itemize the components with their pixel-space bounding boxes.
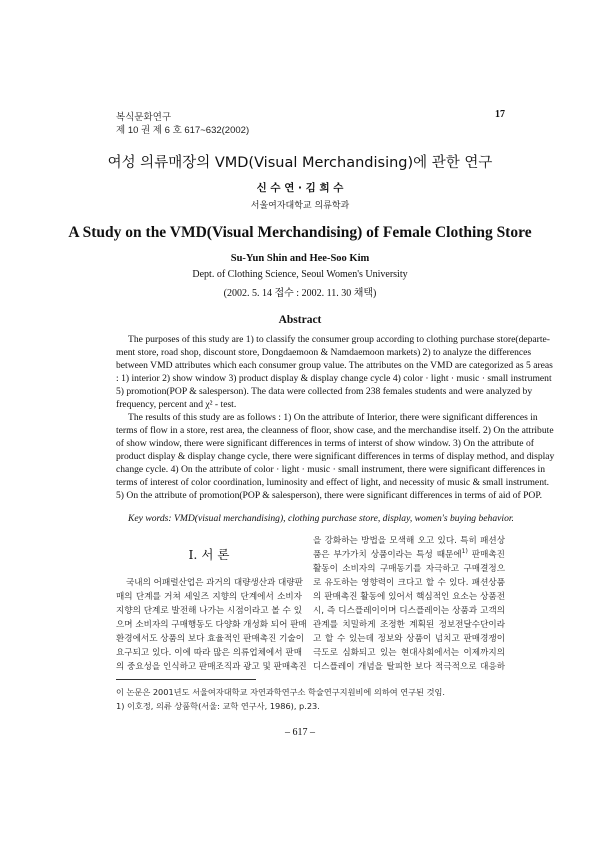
abstract-line: 5) On the attribute of promotion(POP & salesperson), there were significant differences in terms of aid of POP.: [116, 490, 543, 501]
body-line: 시, 즉 디스플레이이며 디스플레이는 상품과 고객의: [313, 606, 505, 616]
body-line: 을 강화하는 방법을 모색해 오고 있다. 특히 패션상: [313, 536, 505, 546]
abstract-line: : 1) interior 2) show window 3) product display & display change cycle 4) color · light · music · small instrument: [116, 373, 552, 384]
footnote-funding: 이 논문은 2001년도 서울여자대학교 자연과학연구소 학술연구지원비에 의하여 연구된 것임.: [116, 687, 445, 697]
body-line: 의 판매촉진 활동에 있어서 핵심적인 요소는 상품전: [313, 592, 505, 602]
body-line: 국내의 어패럴산업은 과거의 대량생산과 대량판: [126, 578, 303, 588]
body-line: 으며 소비자의 구매행동도 다양화 개성화 되어 판매: [116, 620, 307, 630]
body-line: 관계를 치밀하게 조정한 계획된 정보전달수단이라: [313, 620, 505, 630]
title-english: A Study on the VMD(Visual Merchandising) of Female Clothing Store: [68, 224, 532, 241]
footnote-1: 1) 이호정, 의류 상품학(서울: 교학 연구사, 1986), p.23.: [116, 701, 320, 711]
body-line: 의 중요성을 인식하고 판매조직과 광고 및 판매촉진: [116, 662, 307, 672]
body-line: 요구되고 있다. 이에 따라 많은 의류업체에서 판매: [116, 648, 302, 658]
abstract-line: product display & display change cycle, there were significant differences in terms of display method, and display: [116, 451, 555, 462]
keywords: Key words: VMD(visual merchandising), clothing purchase store, display, women's buying behavior.: [128, 513, 514, 524]
abstract-heading: Abstract: [278, 314, 322, 326]
abstract-line: 5) promotion(POP & salesperson). The data were collected from 238 females students and were analyzed by: [116, 386, 533, 397]
body-line: 활동이 소비자의 구매동기를 자극하고 구매결정으: [313, 564, 505, 574]
body-line: 로 유도하는 영향력이 크다고 할 수 있다. 패션상품: [313, 578, 505, 588]
abstract-line: terms of interest of color coordination, luminosity and effect of light, and necessity of music & small instrument.: [116, 477, 550, 488]
abstract-line: frequency, percent and χ² - test.: [116, 399, 237, 410]
abstract-line: of show window, there were significant differences in terms of interst of show window. 3) On the attribute of: [116, 438, 534, 449]
abstract-line: ment store, road shop, discount store, Dongdaemoon & Namdaemoon markets) 2) to analyze the differences: [116, 347, 532, 358]
body-text: 품은 부가가치 상품이라는 특성 때문에: [313, 550, 462, 560]
abstract-line: The results of this study are as follows : 1) On the attribute of Interior, there were significant differences in: [128, 412, 538, 423]
body-line: 환경에서도 상품의 보다 효율적인 판매촉진 기술이: [116, 634, 304, 644]
body-line: 극도로 심화되고 있는 현대사회에서는 이제까지의: [313, 648, 505, 658]
authors-korean: 신 수 연 · 김 희 수: [256, 182, 344, 194]
abstract-line: terms of flow in a store, rest area, the cleanness of floor, show case, and the merchandise itself. 2) On the attribute: [116, 425, 554, 436]
abstract-line: between VMD attributes which each consumer group value. The attributes on the VMD are categorized as 5 areas: [116, 360, 553, 371]
body-line: 고 할 수 있는데 정보와 상품이 넘치고 판매경쟁이: [313, 634, 505, 644]
page-number: – 617 –: [285, 727, 315, 738]
body-line: 지향의 단계로 발전해 나가는 시점이라고 볼 수 있: [116, 606, 302, 616]
journal-volume: 제 10 권 제 6 호 617~632(2002): [116, 125, 250, 136]
footnote-ref[interactable]: 1): [461, 548, 468, 556]
received-accepted-dates: (2002. 5. 14 접수 : 2002. 11. 30 채택): [223, 288, 377, 299]
abstract-line: The purposes of this study are 1) to classify the consumer group according to clothing purchase store(departe-: [128, 334, 550, 345]
footnote-divider: [116, 679, 256, 680]
body-text: 판매촉진: [467, 550, 505, 560]
page-number-top: 17: [495, 109, 505, 120]
section-heading-introduction: Ⅰ. 서 론: [188, 547, 230, 562]
body-line: [313, 548, 505, 560]
authors-english: Su-Yun Shin and Hee-Soo Kim: [230, 253, 370, 264]
journal-name: 복식문화연구: [116, 112, 172, 123]
affiliation-english: Dept. of Clothing Science, Seoul Women's University: [192, 269, 408, 280]
body-line: 매의 단계를 거쳐 세일즈 지향의 단계에서 소비자: [116, 592, 302, 602]
affiliation-korean: 서울여자대학교 의류학과: [250, 201, 350, 211]
body-line: 디스플레이 개념을 탈피한 보다 적극적으로 대응하: [313, 662, 505, 672]
title-korean: 여성 의류매장의 VMD(Visual Merchandising)에 관한 연구: [107, 155, 493, 171]
abstract-line: change cycle. 4) On the attribute of color · light · music · small instrument, there were significant differences in: [116, 464, 545, 475]
